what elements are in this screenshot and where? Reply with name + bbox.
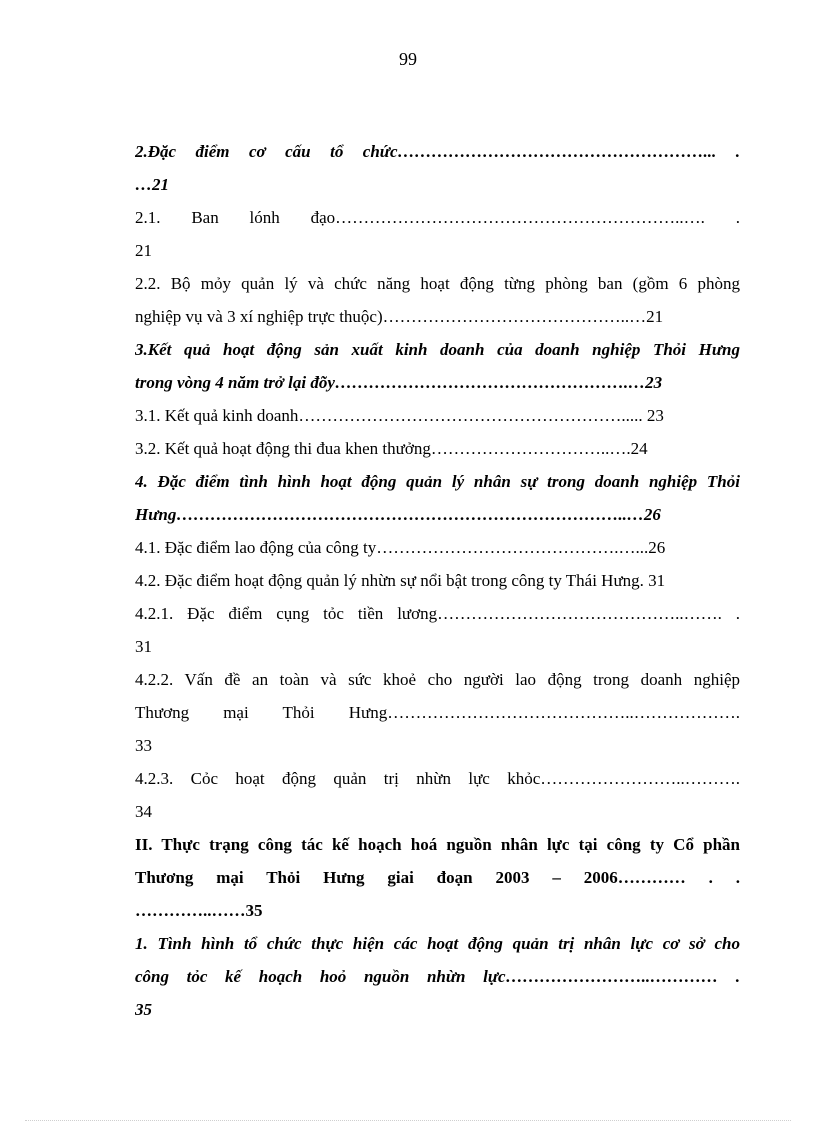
toc-line: 4.1. Đặc điểm lao động của công ty…………………………………….…...26 [135, 538, 666, 557]
toc-line: 21 [135, 241, 152, 260]
toc-line: 35 [135, 1000, 152, 1019]
page-bottom-divider [25, 1120, 791, 1121]
toc-line: 4. Đặc điểm tình hình hoạt động quản lý nhân sự trong doanh nghiệp Thỏi [135, 472, 740, 491]
toc-line: 2.2. Bộ mỏy quản lý và chức năng hoạt động từng phòng ban (gồm 6 phòng [135, 274, 740, 293]
toc-line: 31 [135, 637, 152, 656]
toc-line: 4.2. Đặc điểm hoạt động quản lý nhừn sự nổi bật trong công ty Thái Hưng. 31 [135, 571, 666, 590]
toc-line: nghiệp vụ và 3 xí nghiệp trực thuộc)……………………………………..…21 [135, 307, 664, 326]
toc-line: 4.2.2. Vấn đề an toàn và sức khoẻ cho người lao động trong doanh nghiệp [135, 670, 740, 689]
toc-line: 4.2.3. Cỏc hoạt động quản trị nhừn lực khỏc……………………..………. [135, 769, 740, 788]
toc-line: Hưng……………………………………………………………………..…26 [135, 505, 661, 524]
toc-line: 2.1. Ban lónh đạo……………………………………………………..…. . [135, 208, 740, 227]
toc-line: 3.Kết quả hoạt động sản xuất kinh doanh của doanh nghiệp Thỏi Hưng [135, 340, 740, 359]
toc-line: Thương mại Thỏi Hưng giai đoạn 2003 – 2006………… . . [135, 868, 740, 887]
toc-line: 3.2. Kết quả hoạt động thi đua khen thưởng…………………………..….24 [135, 439, 648, 458]
toc-line: 34 [135, 802, 152, 821]
toc-line: 1. Tình hình tổ chức thực hiện các hoạt động quản trị nhân lực cơ sở cho [135, 934, 740, 953]
toc-line: Thương mại Thỏi Hưng……………………………………..………………. [135, 703, 740, 722]
toc-line: II. Thực trạng công tác kế hoạch hoá nguồn nhân lực tại công ty Cổ phần [135, 835, 740, 854]
toc-line: …21 [135, 175, 169, 194]
toc-line: 33 [135, 736, 152, 755]
table-of-contents [135, 135, 740, 1026]
toc-line: 4.2.1. Đặc điểm cụng tỏc tiền lương……………………………………..……. . [135, 604, 740, 623]
toc-line: …………..……35 [135, 901, 263, 920]
toc-line: trong vòng 4 năm trở lại đõy…………………………………………….…23 [135, 373, 663, 392]
page-number: 99 [399, 49, 417, 69]
toc-line: 2.Đặc điểm cơ cấu tổ chức………………………………………………... . [135, 142, 740, 161]
toc-line: công tỏc kế hoạch hoỏ nguồn nhừn lực……………………..………… . [135, 967, 740, 986]
toc-line: 3.1. Kết quả kinh doanh…………………………………………………..... 23 [135, 406, 664, 425]
